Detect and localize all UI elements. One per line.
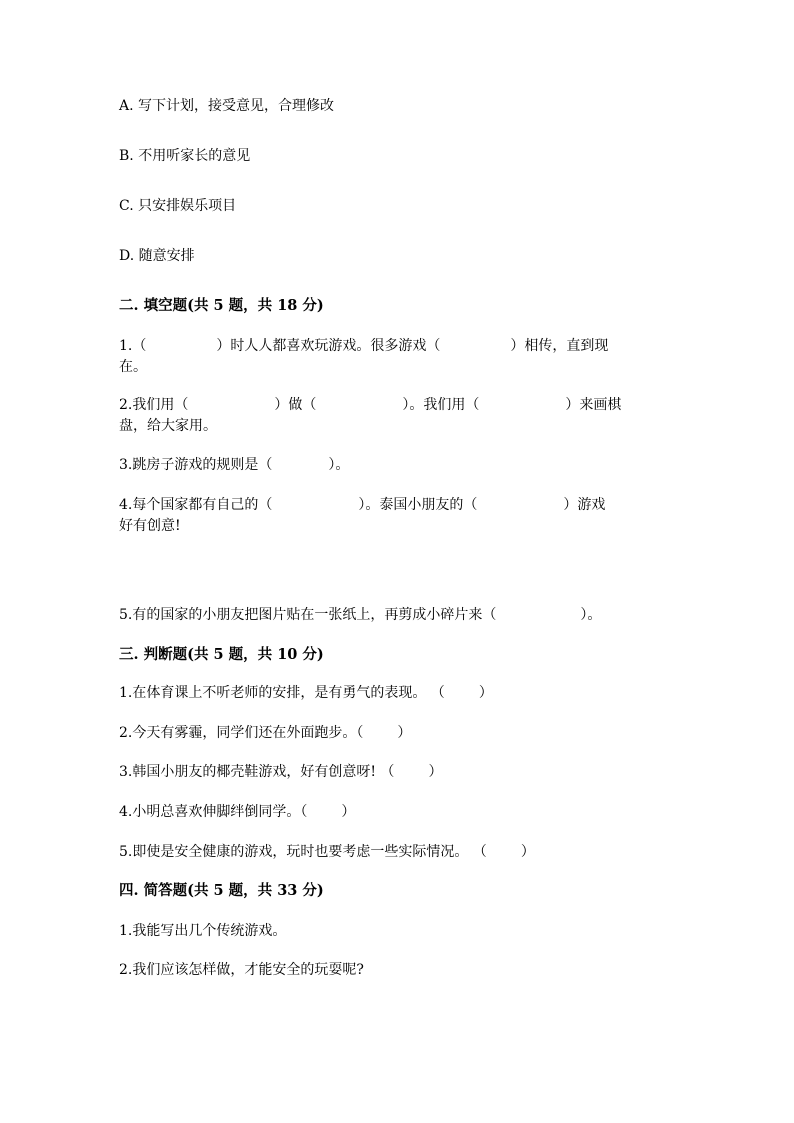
fill-question-1 [119, 336, 679, 357]
fill-question-5 [119, 605, 679, 626]
question-text: 小明总喜欢伸脚绊倒同学。（ [132, 804, 308, 820]
judge-question-4 [119, 802, 679, 823]
question-text: ）。我们用（ [402, 397, 480, 413]
question-text: ） [341, 804, 356, 820]
section-heading-true-false: 三. 判断题(共 5 题，共 10 分) [119, 646, 324, 663]
question-text: ）时人人都喜欢玩游戏。很多游戏（ [216, 338, 441, 354]
question-text: ） [397, 725, 412, 741]
option-d: D. 随意安排 [119, 248, 195, 264]
fill-question-2 [119, 395, 679, 416]
question-number: 3. [119, 764, 133, 780]
question-number: 5. [119, 844, 133, 860]
question-text: （ [132, 338, 147, 354]
question-number: 4. [119, 804, 133, 820]
short-question-1 [119, 921, 679, 942]
question-number: 2. [119, 725, 133, 741]
question-text: ）。泰国小朋友的（ [358, 497, 478, 513]
question-text: ） [478, 685, 493, 701]
question-text: 今天有雾霾，同学们还在外面跑步。（ [132, 725, 364, 741]
question-number: 1. [119, 923, 133, 939]
question-text: ）。 [328, 457, 350, 473]
fill-question-3 [119, 455, 679, 476]
fill-question-1-continued: 在。 [119, 359, 147, 375]
question-text: ） [428, 764, 443, 780]
question-text: 跳房子游戏的规则是（ [132, 457, 273, 473]
option-a: A. 写下计划，接受意见，合理修改 [119, 98, 335, 114]
question-text: ）做（ [274, 397, 317, 413]
question-number: 1. [119, 685, 133, 701]
question-text: 每个国家都有自己的（ [132, 497, 273, 513]
question-text: 在体育课上不听老师的安排，是有勇气的表现。 （ [132, 685, 445, 701]
question-number: 4. [119, 497, 133, 513]
section-heading-short-answer: 四. 简答题(共 5 题，共 33 分) [119, 882, 324, 899]
question-number: 3. [119, 457, 133, 473]
question-text: ）。 [580, 607, 602, 623]
question-text: 有的国家的小朋友把图片贴在一张纸上，再剪成小碎片来（ [132, 607, 497, 623]
question-text: ）游戏 [563, 497, 606, 513]
short-question-2 [119, 960, 679, 981]
judge-question-5 [119, 842, 679, 863]
question-text: 我们用（ [132, 397, 189, 413]
question-text: 即使是安全健康的游戏，玩时也要考虑一些实际情况。 （ [132, 844, 487, 860]
question-number: 1. [119, 338, 133, 354]
judge-question-2 [119, 723, 679, 744]
fill-question-2-continued: 盘，给大家用。 [119, 418, 217, 434]
fill-question-4-continued: 好有创意! [119, 518, 181, 534]
question-number: 2. [119, 397, 133, 413]
question-text: 我们应该怎样做，才能安全的玩耍呢? [132, 962, 364, 978]
judge-question-1 [119, 683, 679, 704]
question-text: 韩国小朋友的椰壳鞋游戏，好有创意呀! （ [132, 764, 395, 780]
question-text: ） [520, 844, 535, 860]
option-c: C. 只安排娱乐项目 [119, 198, 237, 214]
question-number: 2. [119, 962, 133, 978]
question-text: ）相传，直到现 [510, 338, 609, 354]
fill-question-4 [119, 495, 679, 516]
question-text: ）来画棋 [565, 397, 622, 413]
option-b: B. 不用听家长的意见 [119, 148, 251, 164]
section-heading-fill-blank: 二. 填空题(共 5 题，共 18 分) [119, 297, 324, 314]
question-number: 5. [119, 607, 133, 623]
question-text: 我能写出几个传统游戏。 [132, 923, 287, 939]
judge-question-3 [119, 762, 679, 783]
